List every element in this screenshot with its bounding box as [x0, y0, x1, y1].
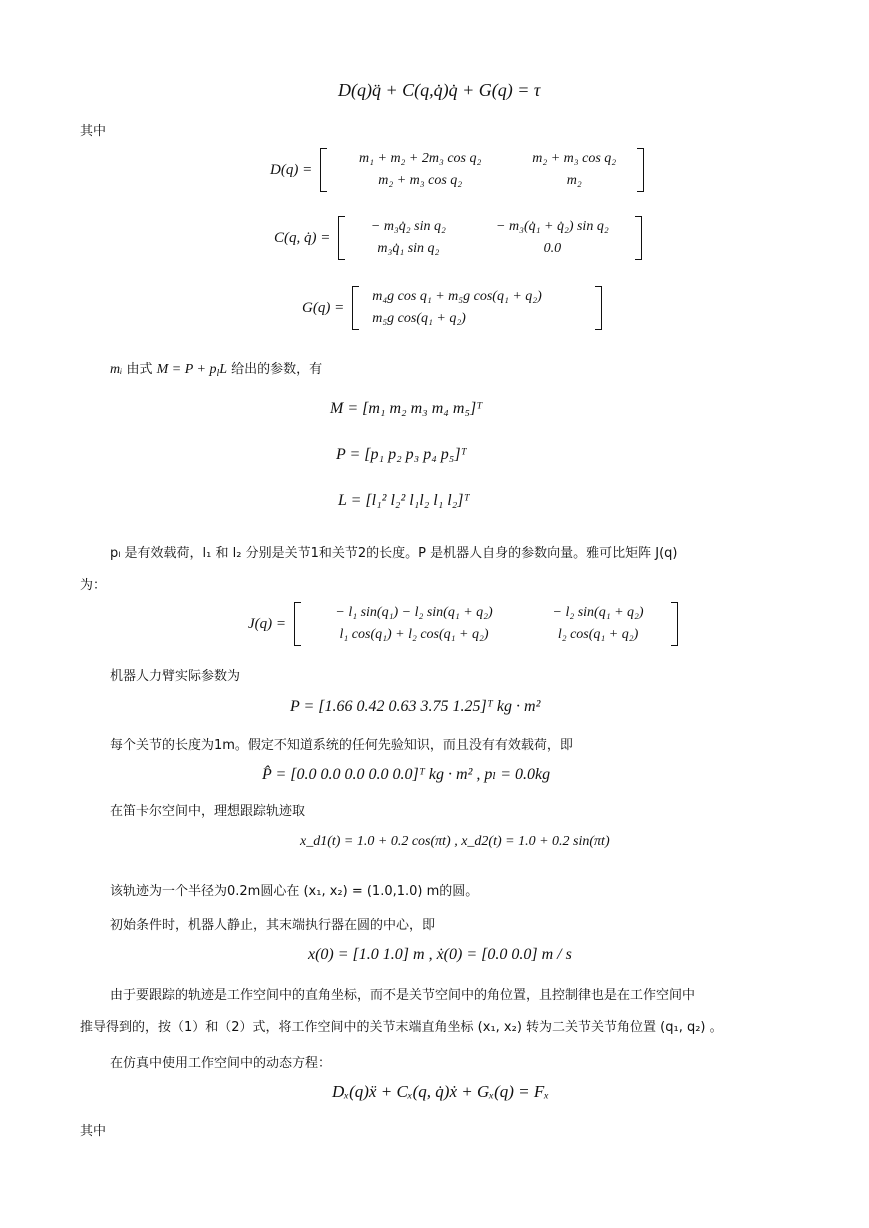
- paragraph-mi: [110, 358, 322, 379]
- paragraph-simulation: 在仿真中使用工作空间中的动态方程：: [110, 1056, 332, 1071]
- matrix-C-r2c2: 0.0: [543, 241, 562, 256]
- matrix-D-r2c1: m₂ + m₃ cos q₂: [378, 173, 463, 188]
- paragraph-pl-line2: 为：: [80, 578, 107, 593]
- symbol-mi: mᵢ: [110, 362, 123, 377]
- paragraph-since-line2: 推导得到的，按（1）和（2）式，将工作空间中的关节末端直角坐标 (x₁, x₂) 转为二关节关节角位置 (q₁, q₂) 。: [80, 1020, 723, 1035]
- formula-mi-d: l: [216, 368, 220, 379]
- paragraph-cartesian: 在笛卡尔空间中，理想跟踪轨迹取: [110, 804, 306, 819]
- matrix-C-lhs: C(q, q̇) =: [274, 229, 331, 246]
- equation-L: L = [l₁² l₂² l₁l₂ l₁ l₂]ᵀ: [338, 492, 470, 509]
- matrix-G-r1: m₄g cos q₁ + m₅g cos(q₁ + q₂): [372, 289, 542, 304]
- text-mi-b: 由式: [122, 362, 157, 377]
- paragraph-actual-params: 机器人力臂实际参数为: [110, 669, 241, 684]
- equation-dynamics-x: Dₓ(q)ẍ + Cₓ(q, q̇)ẋ + Gₓ(q) = Fₓ: [332, 1082, 550, 1101]
- equation-trajectory: x_d1(t) = 1.0 + 0.2 cos(πt) , x_d2(t) = 1.0 + 0.2 sin(πt): [300, 834, 610, 849]
- matrix-D-r1c2: m₂ + m₃ cos q₂: [532, 151, 617, 166]
- matrix-C-r2c1: m₃q̇₁ sin q₂: [377, 241, 440, 256]
- matrix-J-lhs: J(q) =: [248, 615, 287, 632]
- equation-P: P = [p₁ p₂ p₃ p₄ p₅]ᵀ: [336, 446, 467, 463]
- equation-dynamics: D(q)q̈ + C(q,q̇)q̇ + G(q) = τ: [338, 80, 541, 100]
- matrix-J: [248, 600, 678, 648]
- equation-initial: x(0) = [1.0 1.0] m , ẋ(0) = [0.0 0.0] m / s: [308, 946, 572, 963]
- matrix-J-r2c2: l₂ cos(q₁ + q₂): [557, 627, 639, 642]
- paragraph-since-line1: 由于要跟踪的轨迹是工作空间中的直角坐标，而不是关节空间中的角位置，且控制律也是在工作空间中: [110, 988, 696, 1003]
- label-qizhong: 其中: [80, 124, 107, 139]
- equation-M: M = [m₁ m₂ m₃ m₄ m₅]ᵀ: [330, 400, 483, 417]
- matrix-J-r1c1: − l₁ sin(q₁) − l₂ sin(q₁ + q₂): [335, 605, 493, 620]
- matrix-C-r1c2: − m₃(q̇₁ + q̇₂) sin q₂: [496, 219, 609, 234]
- paragraph-initial: 初始条件时，机器人静止，其末端执行器在圆的中心，即: [110, 918, 436, 933]
- matrix-D-r1c1: m₁ + m₂ + 2m₃ cos q₂: [359, 151, 482, 166]
- matrix-J-r2c1: l₁ cos(q₁) + l₂ cos(q₁ + q₂): [339, 627, 489, 642]
- matrix-D: [270, 146, 644, 194]
- matrix-C-r1c1: − m₃q̇₂ sin q₂: [370, 219, 446, 234]
- paragraph-circle: 该轨迹为一个半径为0.2m圆心在 (x₁, x₂) = (1.0,1.0) m的圆。: [110, 884, 479, 899]
- paragraph-joint-length: 每个关节的长度为1m。假定不知道系统的任何先验知识，而且没有有效载荷，即: [110, 738, 573, 753]
- equation-P-actual: P = [1.66 0.42 0.63 3.75 1.25]ᵀ kg · m²: [290, 698, 541, 715]
- formula-mi-c: M = P + p: [156, 362, 217, 377]
- text-mi-f: 给出的参数，有: [227, 362, 323, 377]
- paragraph-pl-line1: pₗ 是有效载荷，l₁ 和 l₂ 分别是关节1和关节2的长度。P 是机器人自身的参数向量。雅可比矩阵 J(q): [110, 546, 678, 561]
- matrix-G-r2: m₅g cos(q₁ + q₂): [372, 311, 466, 326]
- matrix-C: [274, 214, 642, 262]
- label-qizhong-2: 其中: [80, 1124, 107, 1139]
- matrix-J-r1c2: − l₂ sin(q₁ + q₂): [552, 605, 644, 620]
- equation-P-hat: P̂ = [0.0 0.0 0.0 0.0 0.0]ᵀ kg · m² , pₗ = 0.0kg: [262, 766, 551, 783]
- matrix-G-lhs: G(q) =: [302, 299, 345, 316]
- formula-mi-e: L: [219, 362, 228, 377]
- matrix-D-r2c2: m₂: [566, 173, 582, 188]
- matrix-G: [302, 284, 602, 332]
- matrix-D-lhs: D(q) =: [270, 161, 313, 178]
